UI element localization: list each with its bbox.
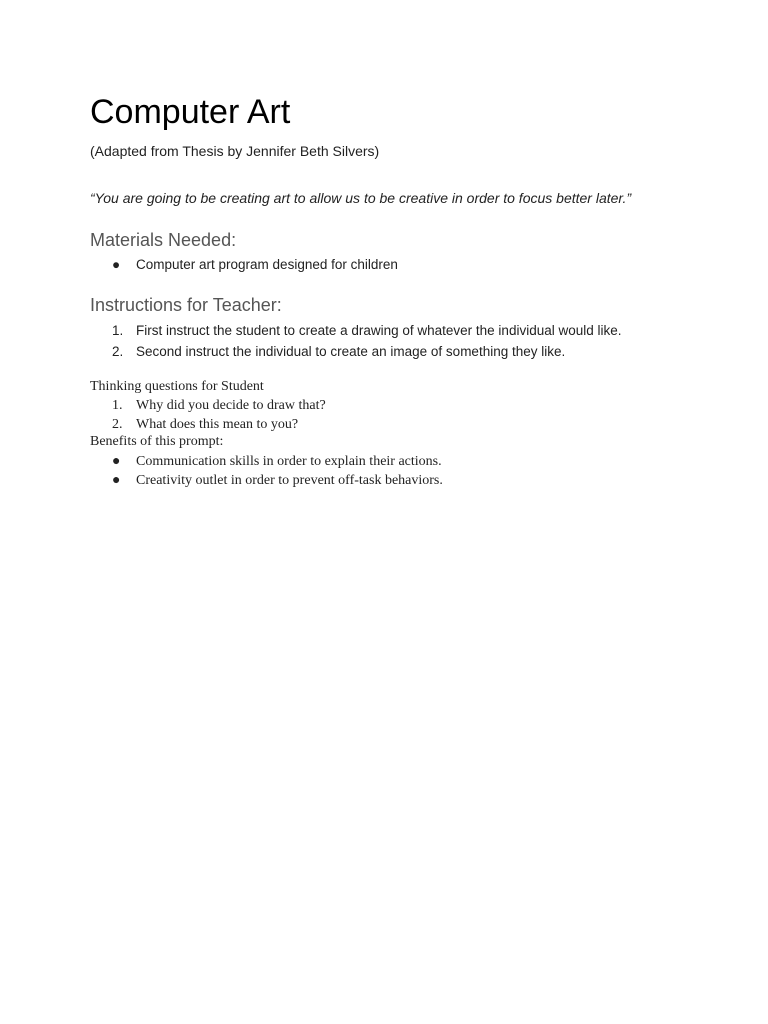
instructions-list (90, 320, 622, 362)
list-item (90, 453, 443, 472)
materials-heading: Materials Needed: (90, 230, 237, 250)
bullet-marker: ● (112, 257, 121, 272)
number-marker: 2. (112, 416, 123, 432)
list-item (90, 416, 326, 435)
page-subtitle: (Adapted from Thesis by Jennifer Beth Silvers) (90, 143, 380, 159)
number-marker: 1. (112, 398, 123, 413)
list-item (90, 320, 622, 341)
list-item-text: What does this mean to you? (136, 416, 299, 432)
number-marker: 2. (112, 344, 124, 359)
benefits-heading: Benefits of this prompt: (90, 434, 224, 449)
list-item-text: Second instruct the individual to create an image of something they like. (136, 344, 566, 359)
list-item (90, 397, 326, 416)
list-item (90, 341, 622, 362)
list-item-text: First instruct the student to create a drawing of whatever the individual would like. (136, 323, 622, 338)
bullet-marker: ● (112, 454, 121, 469)
benefits-list (90, 453, 443, 490)
materials-list (90, 254, 398, 275)
list-item-text: Communication skills in order to explain their actions. (136, 454, 442, 469)
list-item (90, 472, 443, 491)
intro-quote: “You are going to be creating art to allow us to be creative in order to focus better later.” (90, 190, 632, 206)
list-item-text: Computer art program designed for children (136, 257, 398, 272)
bullet-marker: ● (112, 472, 121, 488)
thinking-heading: Thinking questions for Student (90, 379, 264, 394)
list-item-text: Why did you decide to draw that? (136, 398, 326, 413)
number-marker: 1. (112, 323, 124, 338)
instructions-heading: Instructions for Teacher: (90, 295, 282, 315)
thinking-list (90, 397, 326, 434)
list-item-text: Creativity outlet in order to prevent off-task behaviors. (136, 472, 443, 488)
list-item (90, 254, 398, 275)
page-title: Computer Art (90, 93, 291, 131)
